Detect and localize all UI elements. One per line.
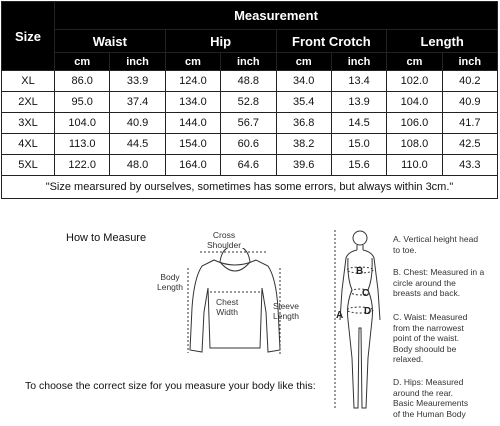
table-cell: 40.2 — [442, 71, 497, 92]
table-cell: 15.6 — [331, 155, 386, 176]
group-header-length: Length — [387, 30, 498, 53]
measurement-note: "Size mearsured by ourselves, sometimes has some errors, but always within 3cm." — [2, 176, 498, 199]
chest-width-label: Chest Width — [216, 297, 239, 317]
table-cell: 13.4 — [331, 71, 386, 92]
group-header-front-crotch: Front Crotch — [276, 30, 387, 53]
table-cell: 134.0 — [165, 92, 220, 113]
table-cell: 36.8 — [276, 113, 331, 134]
table-row — [2, 113, 498, 134]
table-cell: 64.6 — [221, 155, 276, 176]
table-cell: 60.6 — [221, 134, 276, 155]
size-header: Size — [2, 2, 55, 71]
table-cell: 43.3 — [442, 155, 497, 176]
table-cell: 122.0 — [55, 155, 110, 176]
measurement-header: Measurement — [55, 2, 498, 30]
table-cell: 44.5 — [110, 134, 165, 155]
unit-header: inch — [442, 53, 497, 71]
size-label: XL — [2, 71, 55, 92]
table-row — [2, 155, 498, 176]
marker-d: D — [364, 306, 372, 317]
table-cell: 102.0 — [387, 71, 442, 92]
table-row — [2, 92, 498, 113]
desc-height: A. Vertical height head to toe. — [393, 234, 479, 255]
table-cell: 39.6 — [276, 155, 331, 176]
size-chart-table — [1, 1, 498, 199]
table-cell: 52.8 — [221, 92, 276, 113]
table-cell: 56.7 — [221, 113, 276, 134]
table-cell: 14.5 — [331, 113, 386, 134]
size-label: 5XL — [2, 155, 55, 176]
table-cell: 124.0 — [165, 71, 220, 92]
unit-header: cm — [165, 53, 220, 71]
measure-tip: To choose the correct size for you measure your body like this: — [25, 380, 316, 392]
table-cell: 154.0 — [165, 134, 220, 155]
how-to-measure-title: How to Measure — [66, 232, 147, 244]
table-cell: 113.0 — [55, 134, 110, 155]
table-cell: 15.0 — [331, 134, 386, 155]
marker-a: A — [336, 310, 344, 321]
table-cell: 33.9 — [110, 71, 165, 92]
cross-shoulder-label: Cross Shoulder — [207, 230, 242, 250]
desc-waist: C. Waist: Measured from the narrowest point of the waist. Body shoould be relaxed. — [393, 312, 468, 364]
sleeve-length-label: Sleeve Length — [273, 301, 299, 321]
table-cell: 95.0 — [55, 92, 110, 113]
unit-header: cm — [387, 53, 442, 71]
body-figure-diagram — [330, 228, 390, 418]
garment-diagram — [180, 248, 310, 378]
unit-header: cm — [55, 53, 110, 71]
table-cell: 35.4 — [276, 92, 331, 113]
group-header-waist: Waist — [55, 30, 166, 53]
table-row — [2, 71, 498, 92]
size-label: 4XL — [2, 134, 55, 155]
table-cell: 13.9 — [331, 92, 386, 113]
table-cell: 38.2 — [276, 134, 331, 155]
table-cell: 86.0 — [55, 71, 110, 92]
unit-header: inch — [110, 53, 165, 71]
table-cell: 104.0 — [55, 113, 110, 134]
desc-hips: D. Hips: Measured around the rear. Basic Meaurements of the Human Body — [393, 377, 469, 419]
marker-b: B — [356, 266, 364, 277]
body-length-label: Body Length — [157, 272, 183, 292]
table-cell: 48.8 — [221, 71, 276, 92]
table-cell: 108.0 — [387, 134, 442, 155]
table-cell: 40.9 — [110, 113, 165, 134]
desc-chest: B. Chest: Measured in a circle around the breasts and back. — [393, 267, 485, 298]
unit-header: inch — [221, 53, 276, 71]
size-label: 2XL — [2, 92, 55, 113]
marker-c: C — [362, 288, 370, 299]
table-cell: 164.0 — [165, 155, 220, 176]
unit-header: inch — [331, 53, 386, 71]
group-header-hip: Hip — [165, 30, 276, 53]
table-cell: 104.0 — [387, 92, 442, 113]
table-cell: 34.0 — [276, 71, 331, 92]
unit-header: cm — [276, 53, 331, 71]
table-cell: 41.7 — [442, 113, 497, 134]
table-row — [2, 134, 498, 155]
table-cell: 106.0 — [387, 113, 442, 134]
size-label: 3XL — [2, 113, 55, 134]
table-cell: 48.0 — [110, 155, 165, 176]
table-cell: 144.0 — [165, 113, 220, 134]
table-cell: 37.4 — [110, 92, 165, 113]
table-cell: 110.0 — [387, 155, 442, 176]
table-cell: 42.5 — [442, 134, 497, 155]
table-cell: 40.9 — [442, 92, 497, 113]
